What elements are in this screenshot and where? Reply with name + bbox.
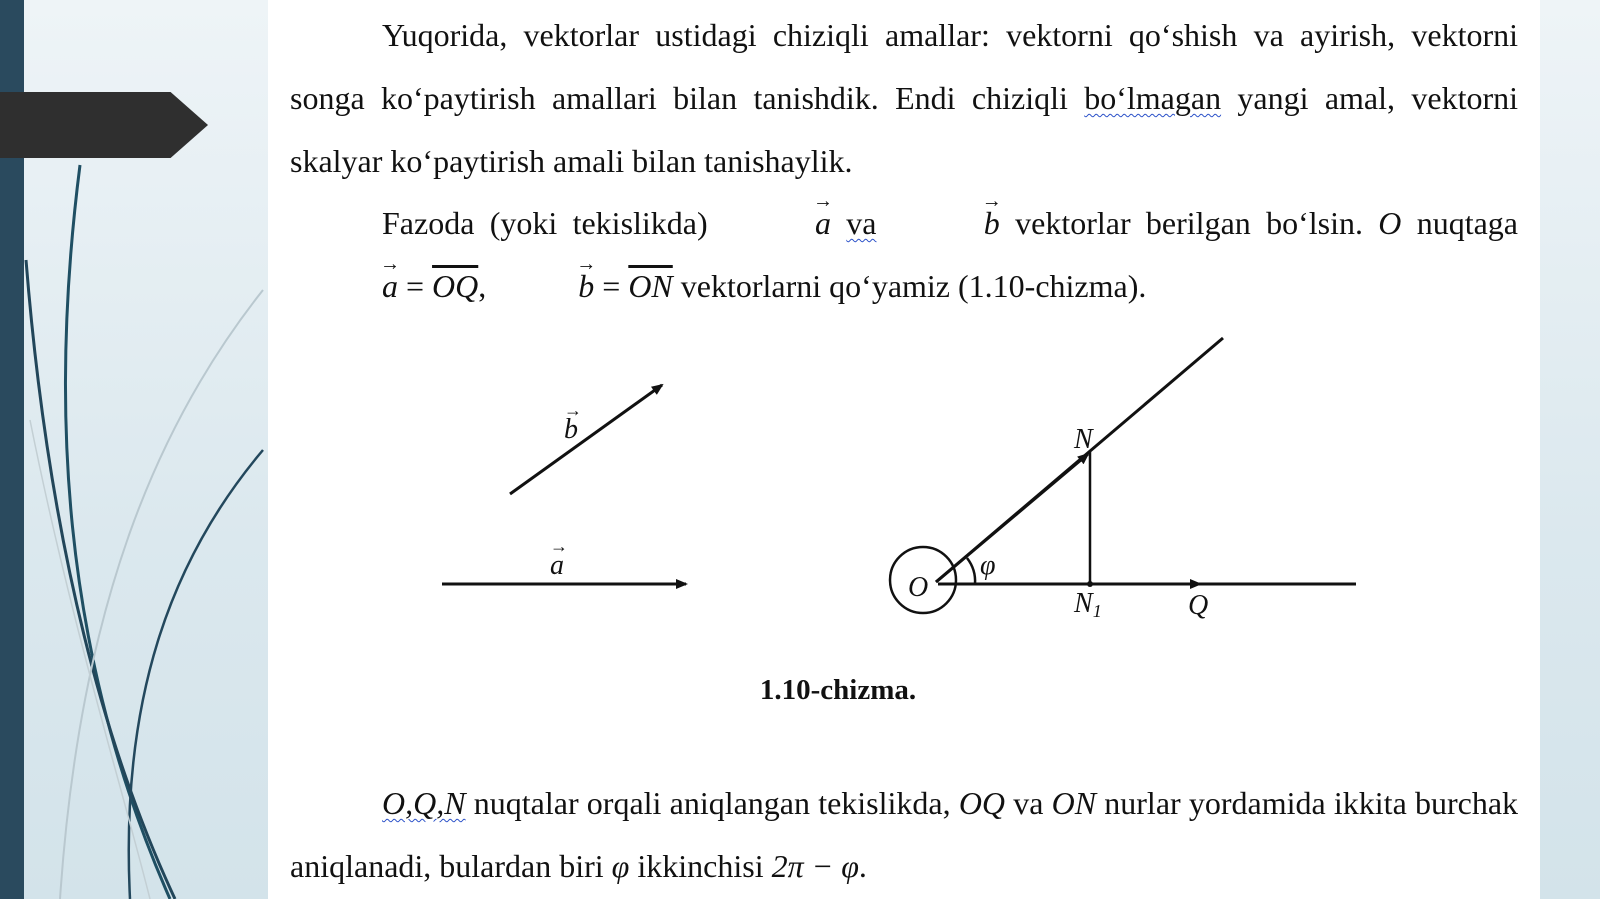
p2-text-2: vektorlar berilgan bo‘lsin. <box>999 205 1379 241</box>
paragraph-angles <box>290 772 1518 898</box>
document-page <box>268 0 1540 899</box>
ray-on-label: ON <box>1051 785 1097 821</box>
vector-b-arrow <box>510 385 662 494</box>
paragraph-vectors <box>290 192 1518 318</box>
vector-on: $\overline{ON}$ <box>628 268 673 304</box>
spellcheck-word: bo‘lmagan <box>1084 80 1222 116</box>
p3-text-2: va <box>1005 785 1052 821</box>
vector-a-arrow-mark: → <box>550 536 568 556</box>
p3-period: . <box>858 848 867 884</box>
paragraph-intro <box>290 4 1518 193</box>
vector-b-label: b <box>564 414 578 445</box>
angle-phi-arc <box>967 558 975 584</box>
intro-text-tail: yangi amal, vektorni skalyar ko‘paytirish amali bilan tanishaylik. <box>290 80 1519 179</box>
vector-on-arrow <box>936 454 1088 582</box>
figure-caption: 1.10-chizma. <box>759 674 917 706</box>
vector-b-symbol: → b <box>892 192 1000 255</box>
vector-b-arrow-mark: → <box>564 400 582 420</box>
angle-two-pi-minus-phi: 2π − φ <box>771 848 859 884</box>
angle-phi-label: φ <box>980 550 996 581</box>
vector-a-symbol: → a <box>723 192 831 255</box>
decorative-curves <box>0 0 268 899</box>
angle-phi-symbol: φ <box>611 848 630 884</box>
vector-figure <box>268 320 1540 660</box>
eq-comma: , <box>478 268 487 304</box>
point-o: O <box>1378 205 1402 241</box>
point-o-label: O <box>908 572 929 603</box>
point-q-label: Q <box>1188 590 1209 621</box>
p3-text-3: nurlar yordamida ikkita burchak aniqlanadi, bulardan biri <box>290 785 1519 884</box>
spellcheck-word-va: va <box>846 205 877 241</box>
point-n1-label: N1 <box>1074 588 1102 621</box>
vector-a-label: a <box>550 550 564 581</box>
eq-vector-b: → b <box>486 255 594 318</box>
eq-vector-a: → a <box>290 255 398 318</box>
eq-sign-2: = <box>594 268 629 304</box>
intro-text: Yuqorida, vektorlar ustidagi chiziqli amallar: vektorni qo‘shish va ayirish, vektorni songa ko‘paytirish amallari bilan tanishdik. Endi chiziqli <box>290 17 1518 116</box>
p3-text-1: nuqtalar orqali aniqlangan tekislikda, <box>465 785 959 821</box>
p2-text-3: nuqtaga <box>1401 205 1518 241</box>
point-n1-dot <box>1087 581 1093 587</box>
point-n-label: N <box>1074 424 1093 455</box>
ray-oq-label: OQ <box>958 785 1006 821</box>
eq-sign-1: = <box>398 268 433 304</box>
points-oqn: O,Q,N <box>382 785 466 821</box>
p2-text-1: Fazoda (yoki tekislikda) <box>382 205 723 241</box>
vector-oq: $\overline{OQ}$ <box>432 268 479 304</box>
p3-text-4: ikkinchisi <box>629 848 772 884</box>
p2-text-4: vektorlarni qo‘yamiz (1.10-chizma). <box>672 268 1147 304</box>
